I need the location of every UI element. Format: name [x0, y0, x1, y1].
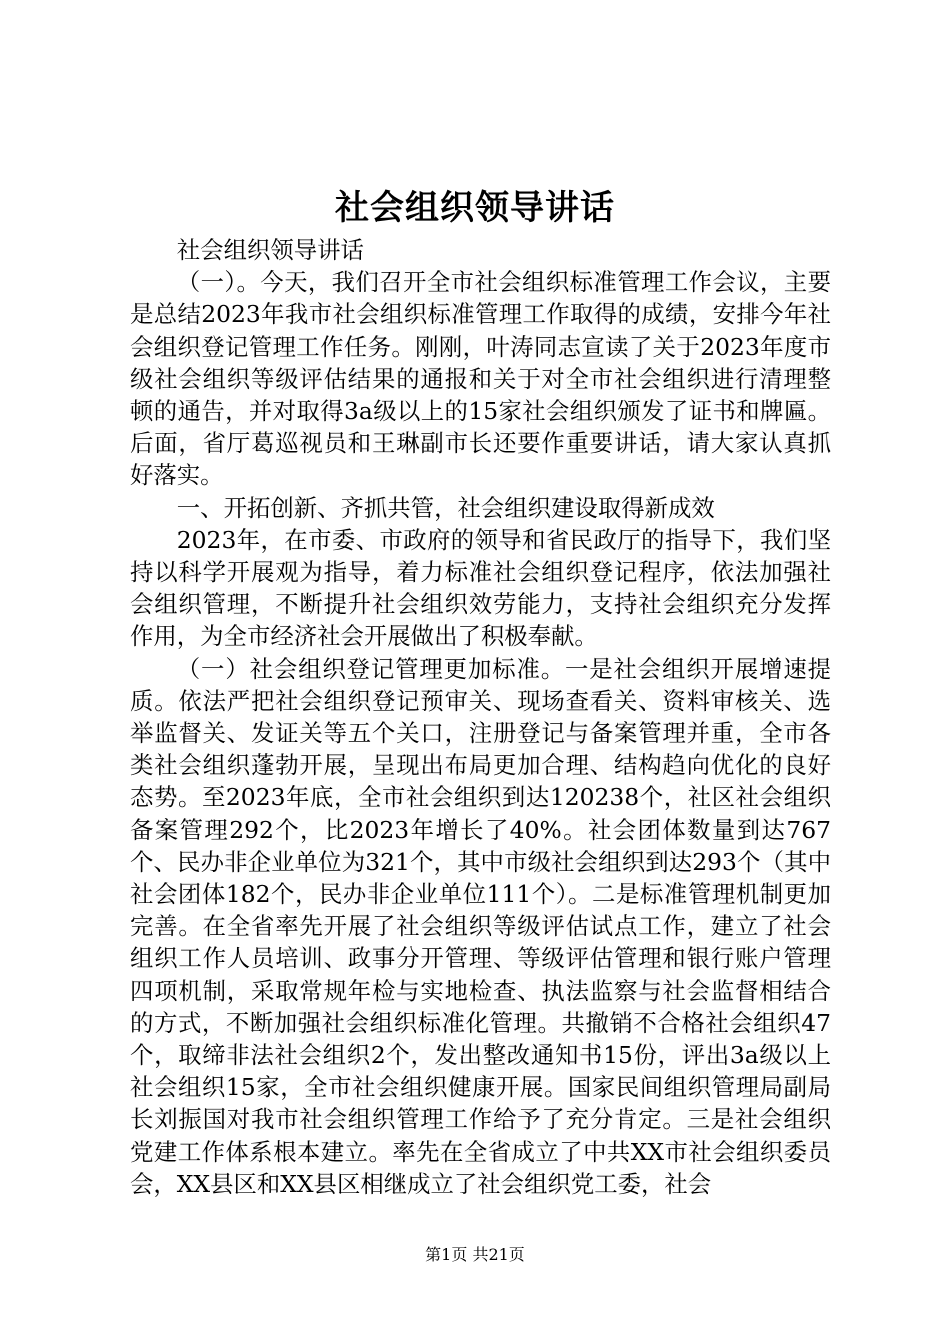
body-paragraph: 2023年，在市委、市政府的领导和省民政厅的指导下，我们坚持以科学开展观为指导，着力标准社会组织登记程序，依法加强社会组织管理，不断提升社会组织效劳能力，支持社会组织充分发挥作用，为全市经济社会开展做出了积极奉献。 — [130, 525, 831, 651]
document-body — [130, 234, 831, 1200]
body-paragraph: （一）。今天，我们召开全市社会组织标准管理工作会议，主要是总结2023年我市社会组织标准管理工作取得的成绩，安排今年社会组织登记管理工作任务。刚刚，叶涛同志宣读了关于2023年度市级社会组织等级评估结果的通报和关于对全市社会组织进行清理整顿的通告，并对取得3a级以上的15家社会组织颁发了证书和牌匾。后面，省厅葛巡视员和王琳副市长还要作重要讲话，请大家认真抓好落实。 — [130, 268, 831, 490]
page-footer: 第1页 共21页 — [425, 1245, 525, 1264]
document-title: 社会组织领导讲话 — [335, 188, 615, 228]
section-heading: 一、开拓创新、齐抓共管，社会组织建设取得新成效 — [176, 493, 715, 522]
body-paragraph: （一）社会组织登记管理更加标准。一是社会组织开展增速提质。依法严把社会组织登记预审关、现场查看关、资料审核关、选举监督关、发证关等五个关口，注册登记与备案管理并重，全市各类社会组织蓬勃开展，呈现出布局更加合理、结构趋向优化的良好态势。至2023年底，全市社会组织到达120238个，社区社会组织备案管理292个，比2023年增长了40%。社会团体数量到达767个、民办非企业单位为321个，其中市级社会组织到达293个（其中社会团体182个，民办非企业单位111个）。二是标准管理机制更加完善。在全省率先开展了社会组织等级评估试点工作，建立了社会组织工作人员培训、政事分开管理、等级评估管理和银行账户管理四项机制，采取常规年检与实地检查、执法监察与社会监督相结合的方式，不断加强社会组织标准化管理。共撤销不合格社会组织47个，取缔非法社会组织2个，发出整改通知书15份，评出3a级以上社会组织15家，全市社会组织健康开展。国家民间组织管理局副局长刘振国对我市社会组织管理工作给予了充分肯定。三是社会组织党建工作体系根本建立。率先在全省成立了中共XX市社会组织委员会，XX县区和XX县区相继成立了社会组织党工委，社会 — [130, 654, 831, 1198]
document-subtitle: 社会组织领导讲话 — [176, 236, 364, 264]
